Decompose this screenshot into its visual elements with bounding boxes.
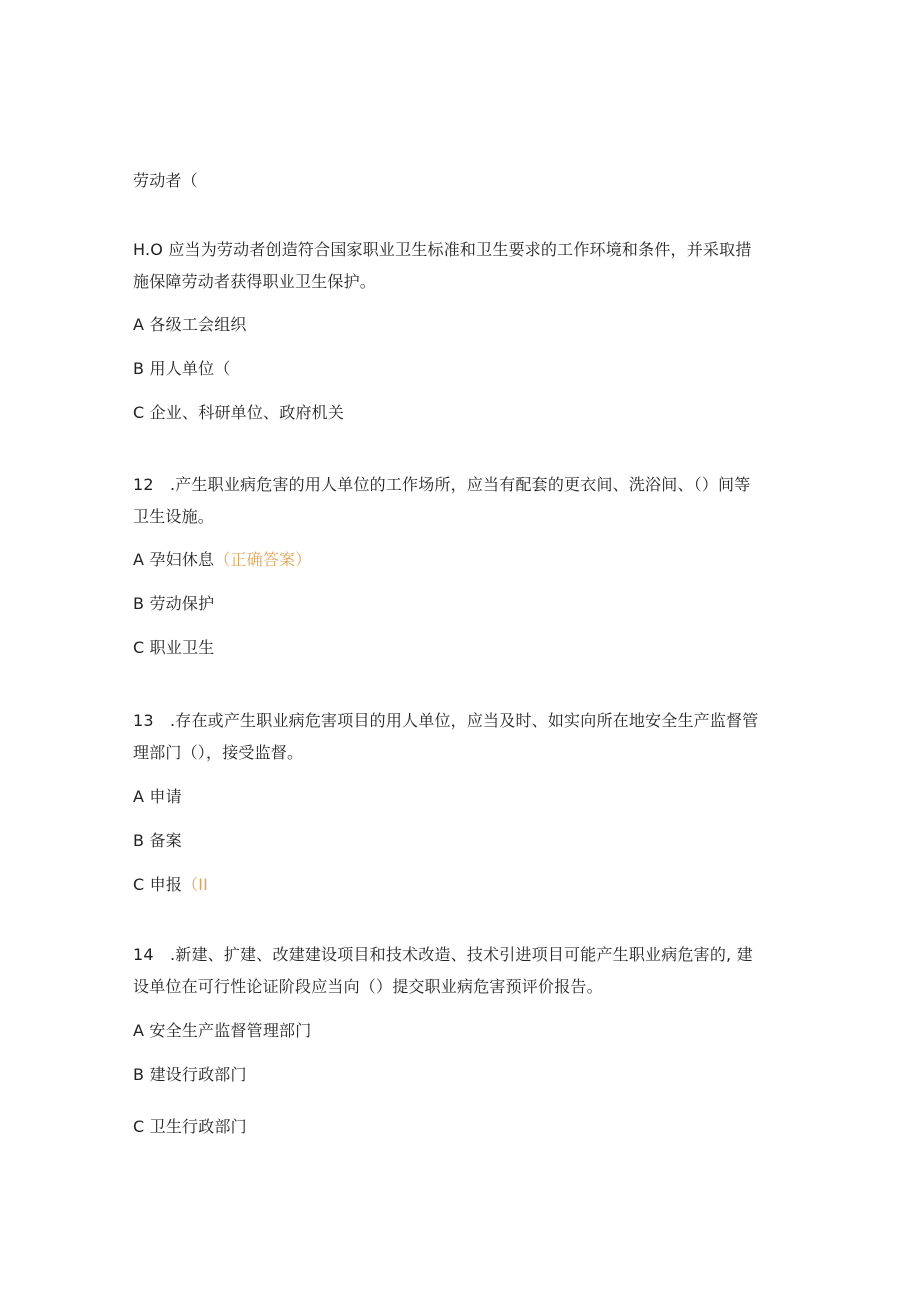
q11-stem-line-2: 施保障劳动者获得职业卫生保护。 — [133, 272, 377, 291]
q12-stem-line-1: 12 .产生职业病危害的用人单位的工作场所，应当有配套的更衣间、洗浴间、（）间等 — [133, 475, 751, 494]
q11-option-c: C 企业、科研单位、政府机关 — [133, 403, 345, 422]
q13-option-b: B 备案 — [133, 831, 182, 850]
q14-stem-line-2: 设单位在可行性论证阶段应当向（）提交职业病危害预评价报告。 — [133, 977, 603, 996]
q13-stem-line-1: 13 .存在或产生职业病危害项目的用人单位，应当及时、如实向所在地安全生产监督管 — [133, 711, 759, 730]
q12-stem-line-2: 卫生设施。 — [133, 507, 215, 526]
q12-option-b: B 劳动保护 — [133, 594, 215, 613]
q14-stem-line-1: 14 .新建、扩建、改建建设项目和技术改造、技术引进项目可能产生职业病危害的, 建 — [133, 945, 753, 964]
q12-option-a: A 孕妇休息 — [133, 550, 215, 569]
answer-mark: （II — [182, 875, 209, 894]
q14-option-c: C 卫生行政部门 — [133, 1117, 247, 1136]
q14-option-b: B 建设行政部门 — [133, 1065, 247, 1084]
q13-option-c: C 申报 — [133, 875, 183, 894]
q14-option-a: A 安全生产监督管理部门 — [133, 1021, 312, 1040]
q13-option-a: A 申请 — [133, 787, 182, 806]
q13-stem-line-2: 理部门（），接受监督。 — [133, 743, 304, 762]
q11-option-a: A 各级工会组织 — [133, 315, 247, 334]
q12-option-a-line — [133, 550, 311, 570]
q12-option-c: C 职业卫生 — [133, 638, 215, 657]
correct-answer-mark: （正确答案） — [214, 550, 312, 569]
q11-option-b: B 用人单位（ — [133, 359, 231, 378]
q13-option-c-line — [133, 875, 208, 895]
intro-line: 劳动者（ — [133, 171, 198, 190]
q11-stem-line-1: H.O 应当为劳动者创造符合国家职业卫生标准和卫生要求的工作环境和条件，并采取措 — [133, 240, 752, 259]
